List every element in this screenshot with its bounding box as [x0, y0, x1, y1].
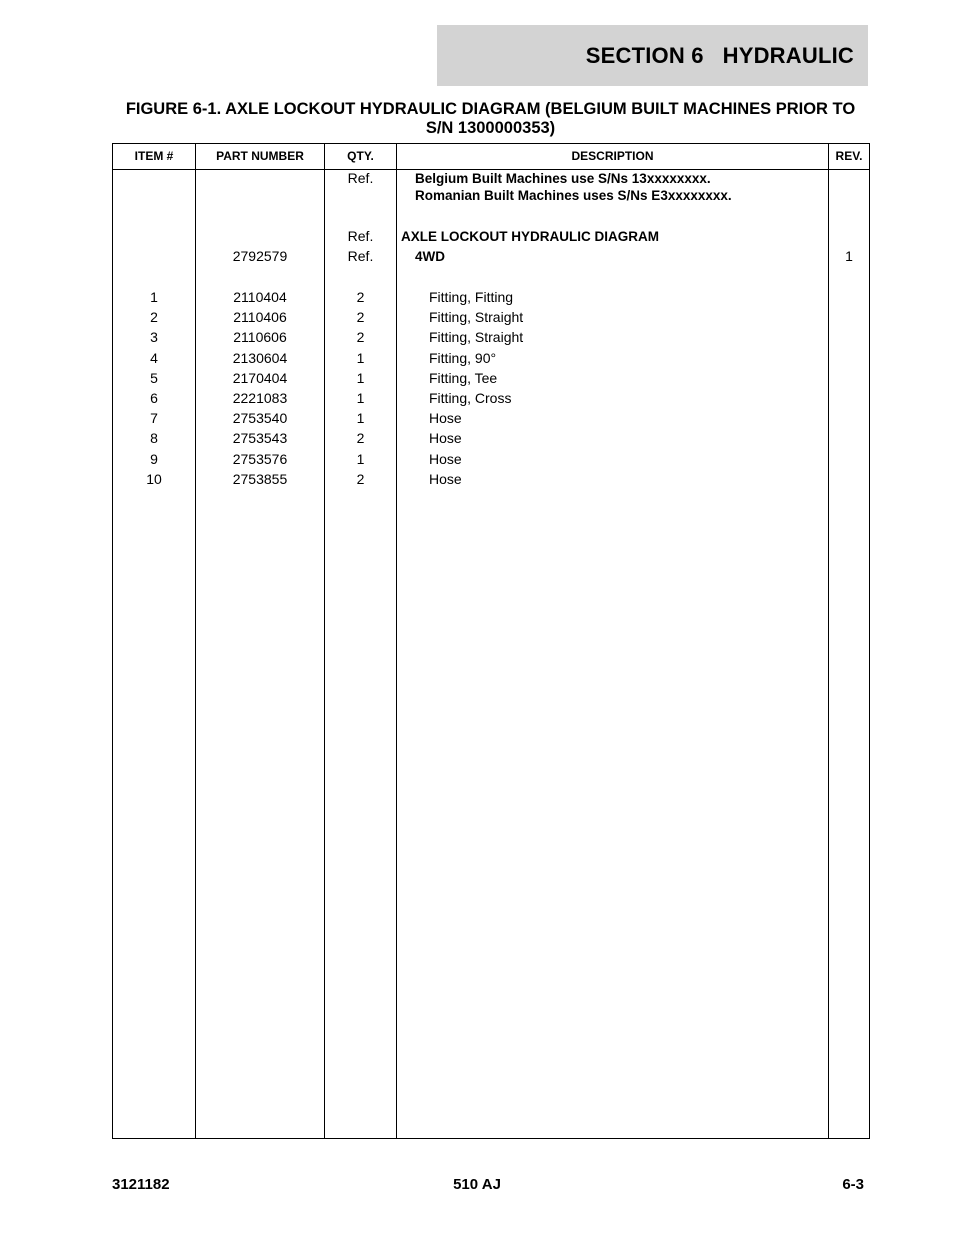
footer-doc-number: 3121182 — [112, 1176, 170, 1193]
row-part-number: 2753540 — [232, 410, 288, 426]
row-part-number: 2130604 — [232, 350, 288, 366]
row-part-number: 2110406 — [233, 309, 287, 325]
row-part-number: 2753543 — [232, 430, 288, 446]
subassembly-qty: Ref. — [347, 248, 374, 264]
footer-model: 510 AJ — [453, 1176, 501, 1193]
row-item-number: 7 — [150, 410, 158, 426]
row-item-number: 9 — [150, 451, 158, 467]
row-description: Hose — [429, 410, 462, 426]
section-header — [437, 25, 868, 86]
row-item-number: 1 — [150, 289, 158, 305]
header-part-number: PART NUMBER — [216, 149, 304, 163]
row-qty: 1 — [356, 370, 365, 386]
note-qty: Ref. — [347, 170, 374, 186]
row-part-number: 2753855 — [232, 471, 288, 487]
header-item: ITEM # — [134, 149, 174, 163]
row-description: Fitting, Cross — [429, 390, 512, 406]
row-description: Fitting, Straight — [429, 309, 524, 325]
row-part-number: 2110606 — [233, 329, 287, 345]
row-description: Hose — [429, 451, 462, 467]
footer-page-number: 6-3 — [842, 1176, 864, 1193]
column-divider — [828, 144, 829, 1138]
row-part-number: 2110404 — [233, 289, 287, 305]
row-qty: 2 — [356, 329, 365, 345]
row-item-number: 3 — [150, 329, 158, 345]
row-item-number: 5 — [150, 370, 158, 386]
row-qty: 1 — [356, 410, 365, 426]
row-part-number: 2221083 — [232, 390, 288, 406]
subassembly-description: 4WD — [415, 249, 445, 264]
header-rev: REV. — [835, 149, 863, 163]
row-item-number: 6 — [150, 390, 158, 406]
row-description: Fitting, Tee — [429, 370, 498, 386]
assembly-description: AXLE LOCKOUT HYDRAULIC DIAGRAM — [401, 229, 659, 244]
row-part-number: 2170404 — [232, 370, 288, 386]
row-item-number: 8 — [150, 430, 158, 446]
row-qty: 2 — [356, 309, 365, 325]
row-qty: 2 — [356, 289, 365, 305]
column-divider — [396, 144, 397, 1138]
parts-table — [112, 143, 870, 1139]
row-description: Fitting, Straight — [429, 329, 524, 345]
section-title: SECTION 6 HYDRAULIC — [585, 42, 854, 68]
row-item-number: 10 — [146, 471, 162, 487]
row-qty: 1 — [356, 350, 365, 366]
row-qty: 2 — [356, 430, 365, 446]
figure-title: FIGURE 6-1. AXLE LOCKOUT HYDRAULIC DIAGRAM (BELGIUM BUILT MACHINES PRIOR TO S/N 1300000353) — [125, 100, 856, 137]
subassembly-rev: 1 — [845, 248, 853, 264]
header-description: DESCRIPTION — [571, 149, 654, 163]
note-line: Belgium Built Machines use S/Ns 13xxxxxxxx. — [415, 171, 711, 186]
row-description: Hose — [429, 430, 462, 446]
note-line: Romanian Built Machines uses S/Ns E3xxxxxxxx. — [415, 188, 732, 203]
row-item-number: 2 — [150, 309, 158, 325]
row-description: Hose — [429, 471, 462, 487]
subassembly-part: 2792579 — [232, 248, 288, 264]
row-description: Fitting, Fitting — [429, 289, 514, 305]
row-item-number: 4 — [150, 350, 158, 366]
row-part-number: 2753576 — [232, 451, 288, 467]
row-qty: 2 — [356, 471, 365, 487]
row-qty: 1 — [356, 390, 365, 406]
assembly-qty: Ref. — [347, 228, 374, 244]
row-qty: 1 — [356, 451, 365, 467]
header-qty: QTY. — [347, 149, 374, 163]
row-description: Fitting, 90° — [429, 350, 497, 366]
